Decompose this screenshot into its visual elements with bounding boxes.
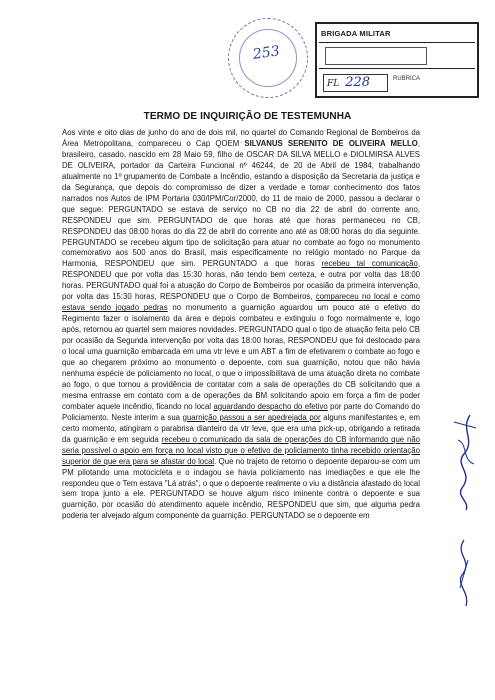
circular-seal-stamp	[228, 18, 308, 98]
seal-handwritten-number: 253	[252, 43, 281, 63]
underlined-segment: guarnição passou a ser apedrejada por	[182, 412, 321, 422]
stamp-rubric-label: RUBRICA	[393, 76, 421, 82]
text-segment: no monumento a guarnição aguardou um pouco até o efetivo do Regimento fazer o isolamento da área e depois combateu e extinguiu o fogo normalmente e, logo após, retornou ao quartel sem maiores novidades. PERGUNTADO qual o tipo de atuação feita pelo CB por ocasião da Segunda intervenção por volta das 18:00 horas, RESPONDEU que foi deslocado para o local uma guarnição embarcada em uma vtr leve e um ABT a fim de efetivarem o combate ao fogo e que ao chegarem próximo ao monumento o depoente, com sua guarnição, notou que não havia nenhuma espécie de policiamento no local, o que o impossibilitava de uma atuação direta no combate ao fogo, o que tornou a providência de contatar com a sala de operações do CB solicitando que a mesma entrasse em contato com a de operações da BM solicitando apoio em força a fim de poder combater aquele incêndio, ficando no local	[62, 303, 420, 411]
underlined-segment: recebeu tal comunicação	[321, 259, 418, 269]
stamp-title: BRIGADA MILITAR	[321, 29, 391, 38]
stamp-page-field	[323, 74, 388, 92]
underlined-segment: recebeu o comunicado da sala de operações do CB informando que não seria possível o apoio em força no local visto que o efetivo de policiamento tinha recebido orientação superior de que era para se afastar do local	[62, 434, 420, 466]
stamp-divider	[319, 42, 475, 43]
underlined-segment: aguardando despacho do efetivo	[213, 401, 328, 411]
testimony-body	[62, 128, 420, 522]
text-segment: . Que no trajeto de retorno o depoente deparou-se com um PM pilotando uma motocicleta e o indagou se havia policiamento nas imediações e que ele lhe respondeu que o Tem estava "Lá atrás", o que o depoente realmente o viu a distância afastado do local sem tropa junto a ele. PERGUNTADO se houve algum risco iminente contra o depoente e sua guarnição, por ocasião do atendimento aquele incêndio, RESPONDEU que sim, que alguma pedra poderia ter alvejado algum componente da guarnição. PERGUNTADO se o depoente em	[62, 456, 420, 521]
text-segment: , RESPONDEU que por volta das 15:30 horas, não tendo bem certeza, e outra por volta das 18:00 horas. PERGUNTADO qual foi a atuação do Corpo de Bombeiros por ocasião da primeira intervenção, por volta das 15:30 horas, RESPONDEU que o Corpo de Bombeiros,	[62, 259, 420, 302]
margin-signatures	[440, 410, 490, 620]
handwritten-signature-icon	[440, 410, 490, 620]
witness-name: SILVANUS SERENITO DE OLIVEIRA MELLO	[244, 138, 418, 148]
stamp-fl-label: FL	[327, 79, 340, 89]
stamp-inner-box	[325, 47, 427, 65]
text-segment: por parte do Comando do Policiamento. Neste interim a sua	[62, 401, 420, 422]
text-segment: , brasileiro, casado, nascido em 28 Maio 59, filho de OSCAR DA SILVA MELLO e DIOLMIRSA ALVES DE OLIVEIRA, portador da Carteira Funcional nº 46244, de 20 de Abril de 1984, trabalhando atualmente no 1º grupamento de Combate a Incêndio, estando a disposição da Secretaria da justiça e da Segurança, que depois do compromisso de dizer a verdade e tomar conhecimento dos fatos narrados nos Autos de IPM Portaria 030/IPM/Cor/2000, do 11 de maio de 2000, passou a declarar o que segue: PERGUNTADO se estava de serviço no CB no dia 22 de abril do corrente ano, RESPONDEU que sim. PERGUNTADO de que horas até que horas permaneceu no CB, RESPONDEU das 08:00 horas do dia 22 de abril do corrente ano até as 08:00 horas do dia seguinte. PERGUNTADO se recebeu algum tipo de solicitação para atuar no combate ao fogo no monumento comemorativo aos 500 anos do Brasil, mais especificamente no relógio montado no Parque da Harmonia, RESPONDEU que sim. PERGUNTADO a que horas	[62, 138, 420, 269]
underlined-segment: compareceu no local e como estava sendo jogado pedras	[62, 292, 420, 313]
brigada-militar-stamp	[315, 22, 479, 98]
text-segment: Aos vinte e oito dias de junho do ano de dois mil, no quartel do Comando Regional de Bombeiros da Área Metropolitana, compareceu o Cap QOEM	[62, 128, 420, 148]
document-title: TERMO DE INQUIRIÇÃO DE TESTEMUNHA	[143, 111, 352, 122]
text-segment: alguns manifestantes e, em certo momento, atingiram o parabrisa dianteiro da vtr leve, que era uma pick-up, obrigando a retirada da guarnição e em seguida	[62, 412, 420, 444]
testimony-paragraph	[62, 128, 420, 522]
stamp-divider	[319, 68, 475, 69]
stamp-page-number: 228	[345, 75, 371, 90]
